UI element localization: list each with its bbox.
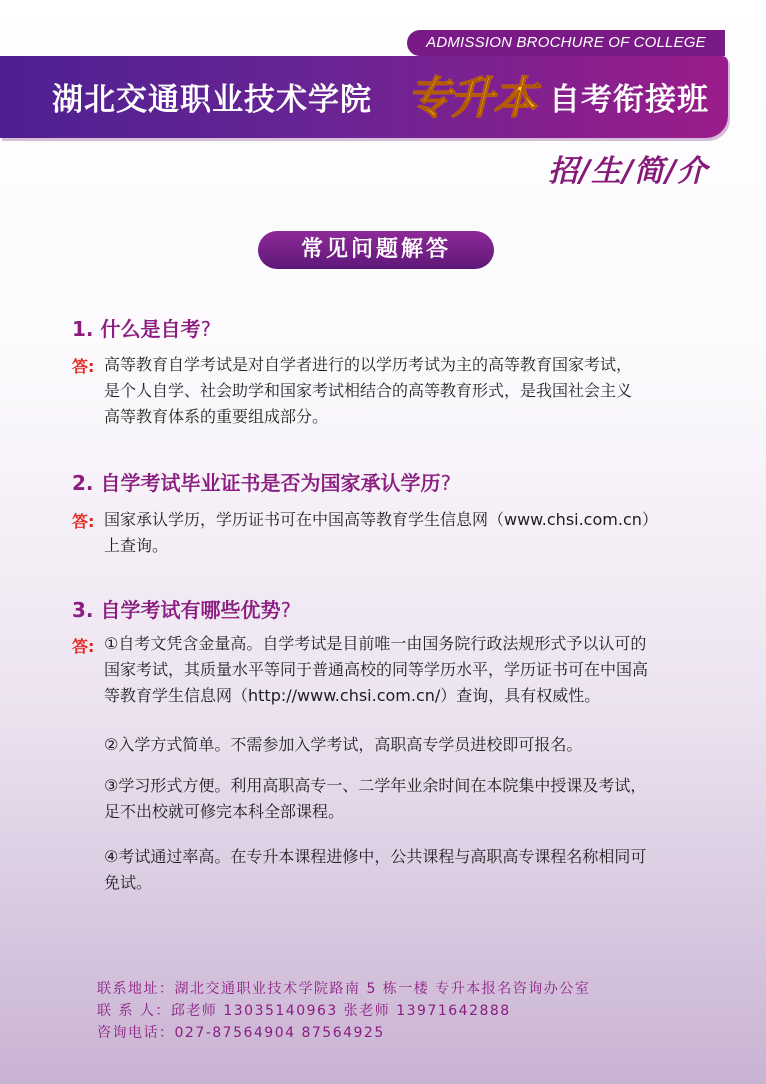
answer-line: 高等教育体系的重要组成部分。 — [104, 407, 329, 426]
question-2 — [72, 467, 451, 496]
title-class-name: 自考衔接班 — [549, 82, 709, 118]
question-1 — [72, 313, 211, 342]
answer-label: 答: — [72, 512, 95, 531]
answer-line: ④考试通过率高。在专升本课程进修中，公共课程与高职高专课程名称相同可 — [104, 847, 647, 866]
answer-3-point-3 — [104, 773, 724, 825]
question-text: 2. 自学考试毕业证书是否为国家承认学历 — [72, 471, 441, 495]
answer-3-point-2 — [104, 732, 724, 758]
contact-phone: 咨询电话：027-87564904 87564925 — [97, 1025, 385, 1041]
answer-line: 国家考试，其质量水平等同于普通高校的同等学历水平，学历证书可在中国高 — [104, 660, 649, 679]
answer-line: 上查询。 — [104, 536, 169, 555]
question-mark: ? — [440, 471, 452, 495]
answer-line: 免试。 — [104, 873, 153, 892]
question-mark: ? — [200, 317, 212, 341]
answer-3-point-4 — [104, 844, 724, 896]
brochure-tag: ADMISSION BROCHURE OF COLLEGE — [407, 30, 725, 56]
contact-persons: 联 系 人：邱老师 13035140963 张老师 13971642888 — [97, 1003, 511, 1019]
answer-3-point-1 — [104, 631, 724, 709]
question-text: 3. 自学考试有哪些优势 — [72, 598, 281, 622]
page-subtitle: 招/生/简/介 — [548, 154, 708, 189]
answer-2 — [104, 507, 724, 559]
answer-line: 足不出校就可修完本科全部课程。 — [104, 802, 345, 821]
answer-1 — [104, 352, 724, 430]
answer-line: 等教育学生信息网（http://www.chsi.com.cn/）查询，具有权威性。 — [104, 686, 601, 705]
answer-line: ②入学方式简单。不需参加入学考试，高职高专学员进校即可报名。 — [104, 735, 583, 754]
answer-label: 答: — [72, 637, 95, 656]
answer-line: 是个人自学、社会助学和国家考试相结合的高等教育形式，是我国社会主义 — [104, 381, 633, 400]
question-text: 1. 什么是自考 — [72, 317, 201, 341]
answer-line: 国家承认学历，学历证书可在中国高等教育学生信息网（www.chsi.com.cn） — [104, 510, 658, 529]
title-banner — [0, 56, 728, 138]
title-highlight: 专升本 — [407, 62, 536, 126]
title-college-name: 湖北交通职业技术学院 — [52, 82, 372, 118]
contact-info — [97, 978, 590, 1044]
answer-line: ①自考文凭含金量高。自学考试是目前唯一由国务院行政法规形式予以认可的 — [104, 634, 647, 653]
answer-line: ③学习形式方便。利用高职高专一、二学年业余时间在本院集中授课及考试， — [104, 776, 647, 795]
contact-address: 联系地址：湖北交通职业技术学院路南 5 栋一楼 专升本报名咨询办公室 — [97, 981, 591, 997]
answer-line: 高等教育自学考试是对自学者进行的以学历考试为主的高等教育国家考试， — [104, 355, 633, 374]
question-mark: ? — [280, 598, 292, 622]
question-3 — [72, 594, 291, 623]
section-title: 常见问题解答 — [258, 231, 494, 269]
answer-label: 答: — [72, 357, 95, 376]
